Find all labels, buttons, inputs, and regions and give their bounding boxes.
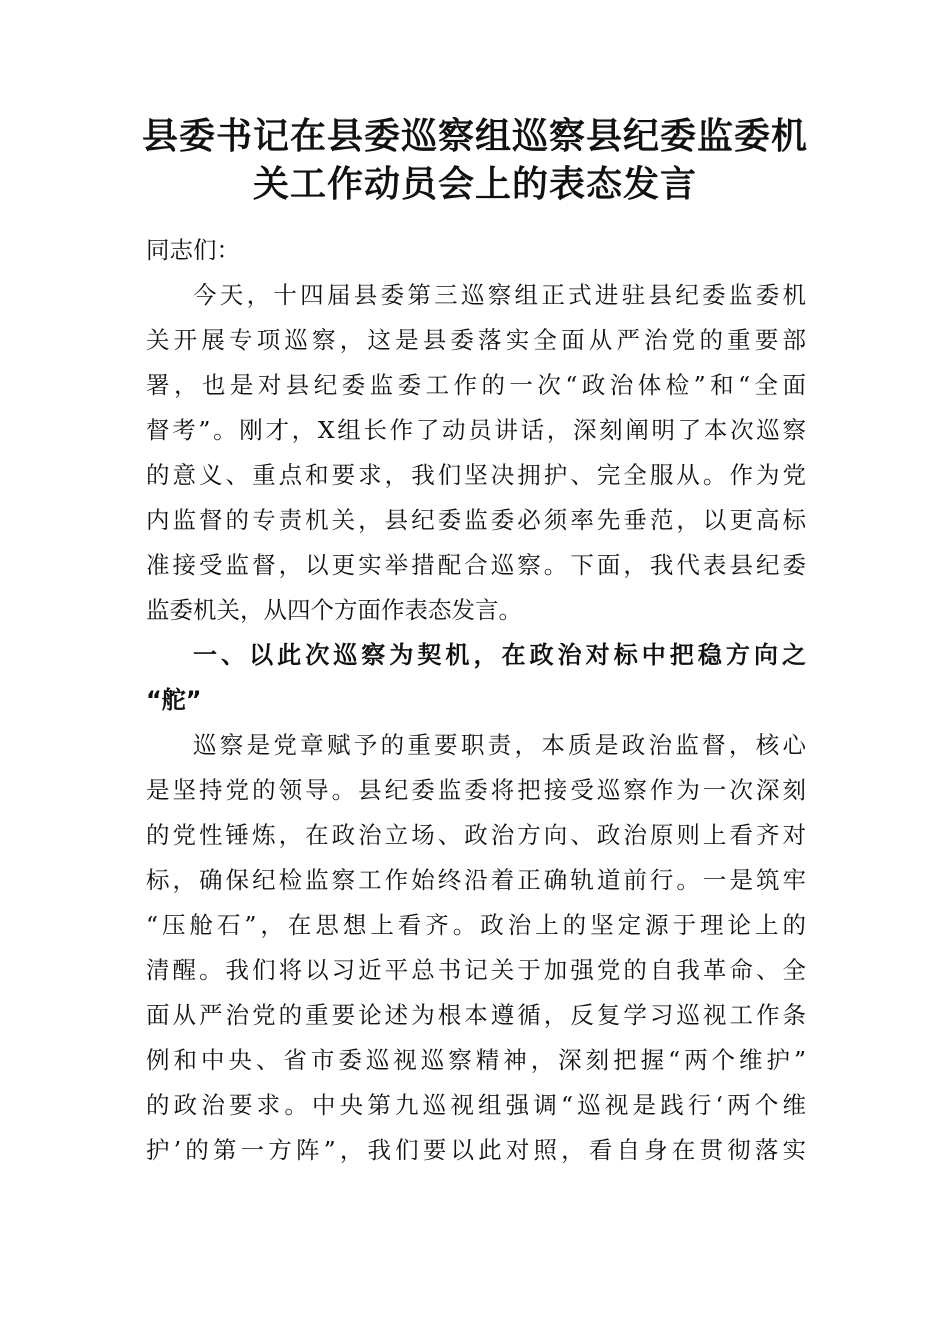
paragraph-line: 护’的第一方阵”，我们要以此对照，看自身在贯彻落实 <box>146 1136 806 1164</box>
title-line: 关工作动员会上的表态发言 <box>252 163 697 205</box>
heading-line: “舵” <box>146 686 202 714</box>
salutation: 同志们： <box>146 236 240 264</box>
paragraph-line: 清醒。我们将以习近平总书记关于加强党的自我革命、全 <box>146 956 806 984</box>
paragraph-line: 督考”。刚才，X组长作了动员讲话，深刻阐明了本次巡察 <box>146 416 806 444</box>
paragraph-line: 是坚持党的领导。县纪委监委将把接受巡察作为一次深刻 <box>146 776 806 804</box>
title-line: 县委书记在县委巡察组巡察县纪委监委机 <box>141 115 808 157</box>
paragraph-line: 署，也是对县纪委监委工作的一次“政治体检”和“全面 <box>146 371 806 399</box>
document-body <box>146 228 806 1173</box>
heading-line: 一、以此次巡察为契机，在政治对标中把稳方向之 <box>193 641 806 669</box>
paragraph-line: 准接受监督，以更实举措配合巡察。下面，我代表县纪委 <box>146 551 806 579</box>
paragraph-line: “压舱石”，在思想上看齐。政治上的坚定源于理论上的 <box>146 911 806 939</box>
paragraph-line: 面从严治党的重要论述为根本遵循，反复学习巡视工作条 <box>146 1001 806 1029</box>
paragraph-line: 的政治要求。中央第九巡视组强调“巡视是践行‘两个维 <box>146 1091 806 1119</box>
document-title <box>120 112 830 208</box>
paragraph-line: 的意义、重点和要求，我们坚决拥护、完全服从。作为党 <box>146 461 806 489</box>
section-heading-1 <box>146 633 806 723</box>
paragraph-line: 内监督的专责机关，县纪委监委必须率先垂范，以更高标 <box>146 506 806 534</box>
paragraph-1 <box>146 273 806 633</box>
paragraph-line: 今天，十四届县委第三巡察组正式进驻县纪委监委机 <box>193 281 806 309</box>
paragraph-line: 标，确保纪检监察工作始终沿着正确轨道前行。一是筑牢 <box>146 866 806 894</box>
paragraph-2 <box>146 723 806 1173</box>
paragraph-line: 巡察是党章赋予的重要职责，本质是政治监督，核心 <box>193 731 806 759</box>
paragraph-line: 监委机关，从四个方面作表态发言。 <box>146 596 522 624</box>
paragraph-line: 关开展专项巡察，这是县委落实全面从严治党的重要部 <box>146 326 806 354</box>
paragraph-line: 例和中央、省市委巡视巡察精神，深刻把握“两个维护” <box>146 1046 806 1074</box>
paragraph-line: 的党性锤炼，在政治立场、政治方向、政治原则上看齐对 <box>146 821 806 849</box>
